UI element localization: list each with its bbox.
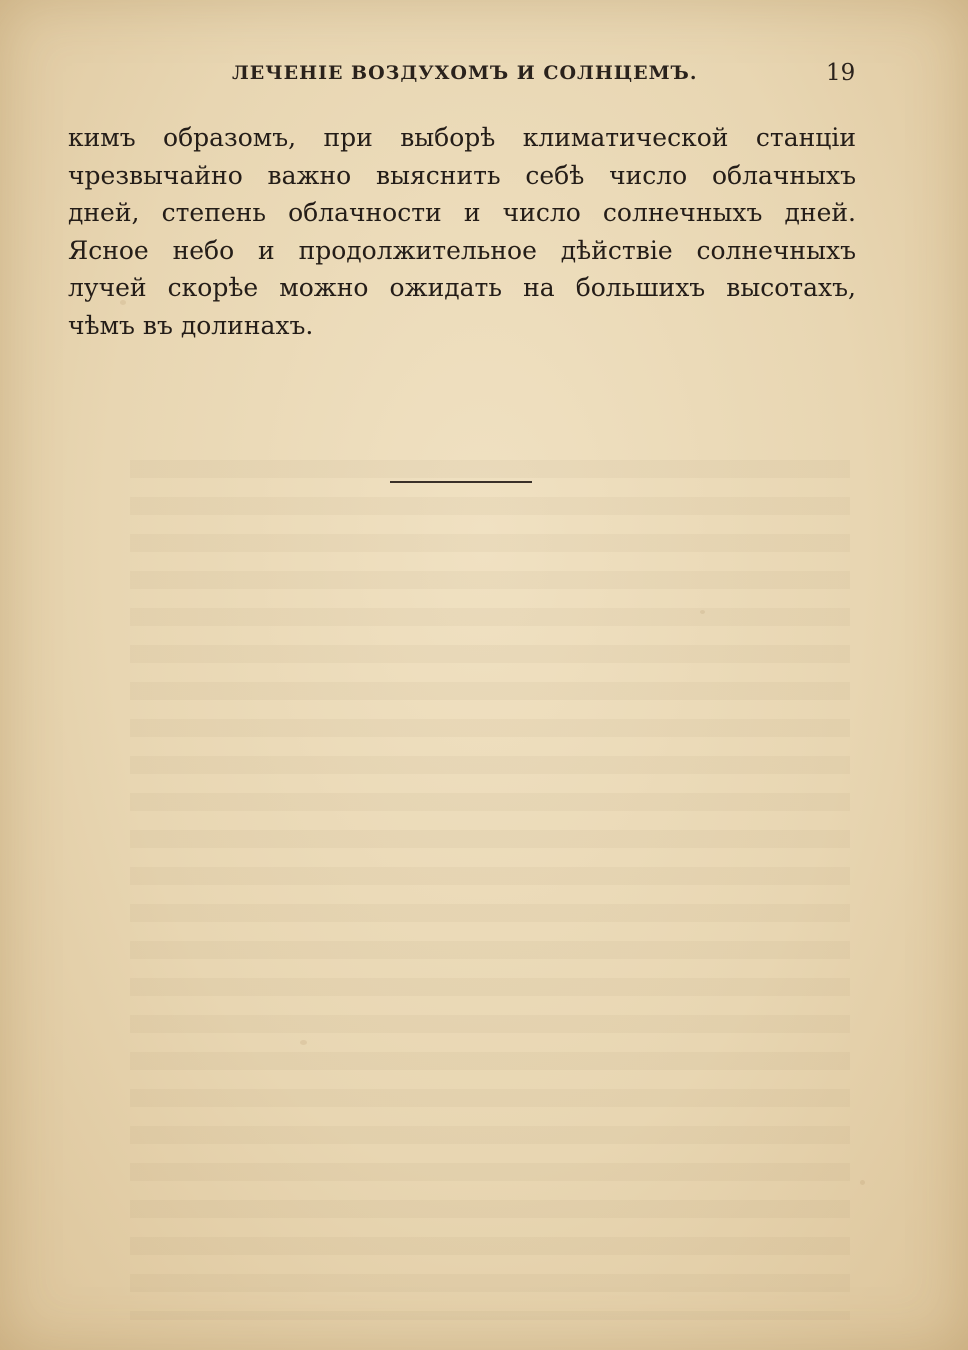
section-divider <box>390 481 532 483</box>
text-line: кимъ образомъ, при выборѣ климатической станціи <box>68 123 856 152</box>
text-line: Ясное небо и продолжительное дѣйствіе солнечныхъ <box>68 235 856 265</box>
body-text <box>68 119 856 345</box>
text-line: дней, степень облачности и число солнечныхъ дней. <box>68 198 856 228</box>
show-through <box>130 460 850 1320</box>
text-line: лучей скорѣе можно ожидать на большихъ высотахъ, <box>68 273 856 303</box>
running-head <box>0 62 968 92</box>
text-line: чрезвычайно важно выяснить себѣ число облачныхъ <box>68 160 856 190</box>
paper-stain <box>860 1180 865 1185</box>
running-title: ЛЕЧЕНІЕ ВОЗДУХОМЪ И СОЛНЦЕМЪ. <box>232 62 698 84</box>
page-number: 19 <box>826 60 856 86</box>
text-line: чѣмъ въ долинахъ. <box>68 310 314 340</box>
